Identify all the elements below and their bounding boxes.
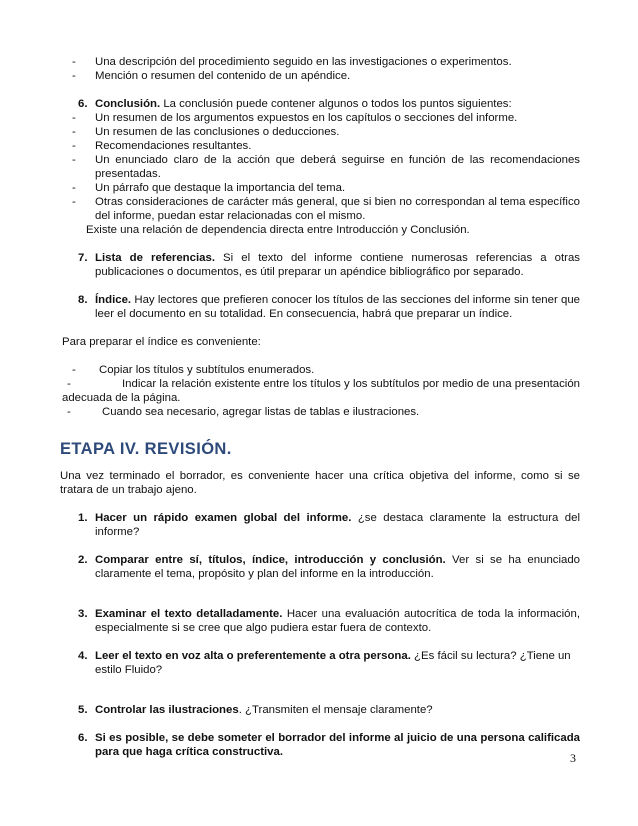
bullet-dash: -	[72, 140, 76, 152]
item-number: 6.	[78, 732, 88, 744]
item-number: 8.	[78, 294, 88, 306]
item-title: Leer el texto en voz alta o preferentemente a otra persona.	[95, 650, 411, 662]
bullet-dash: -	[72, 196, 76, 208]
item-number: 4.	[78, 650, 88, 662]
numbered-item-references	[62, 251, 580, 279]
item-text: La conclusión puede contener algunos o todos los puntos siguientes:	[160, 98, 512, 110]
list-item-text: Una descripción del procedimiento seguido en las investigaciones o experimentos.	[95, 56, 512, 68]
list-item-text: Un resumen de los argumentos expuestos en los capítulos o secciones del informe.	[95, 112, 518, 124]
item-number: 2.	[78, 554, 88, 566]
review-item	[62, 511, 580, 539]
item-title: Comparar entre sí, títulos, índice, introducción y conclusión.	[95, 554, 446, 566]
item-title: Lista de referencias.	[95, 252, 215, 264]
list-item	[62, 125, 580, 139]
bullet-dash: -	[72, 112, 76, 124]
list-item-text: Mención o resumen del contenido de un apéndice.	[95, 70, 351, 82]
list-item	[62, 363, 580, 377]
list-item-text: Indicar la relación existente entre los títulos y los subtítulos por medio de una presentación adecuada de la página.	[62, 378, 580, 404]
closing-sentence: Existe una relación de dependencia directa entre Introducción y Conclusión.	[86, 224, 470, 236]
item-text: . ¿Transmiten el mensaje claramente?	[238, 704, 433, 716]
bullet-dash: -	[72, 70, 76, 82]
bullet-dash: -	[72, 154, 76, 166]
item-title: Índice.	[95, 294, 132, 306]
list-item	[62, 139, 580, 153]
bullet-dash: -	[72, 182, 76, 194]
list-item-text: Copiar los títulos y subtítulos enumerados.	[99, 364, 315, 376]
review-item	[62, 607, 580, 635]
list-item-text: Cuando sea necesario, agregar listas de tablas e ilustraciones.	[102, 406, 420, 418]
item-title: Hacer un rápido examen global del informe.	[95, 512, 352, 524]
list-item-text: Un enunciado claro de la acción que deberá seguirse en función de las recomendaciones presentadas.	[95, 154, 580, 180]
list-item	[62, 377, 580, 405]
numbered-item-index	[62, 293, 580, 321]
review-item	[62, 731, 580, 759]
section-heading: ETAPA IV. REVISIÓN.	[60, 440, 232, 458]
list-item	[62, 405, 580, 419]
bullet-dash: -	[72, 56, 76, 68]
item-title: Si es posible, se debe someter el borrador del informe al juicio de una persona calificada para que haga crítica constructiva.	[95, 732, 580, 758]
document-page	[62, 55, 580, 759]
list-item	[62, 195, 580, 223]
review-item	[62, 553, 580, 581]
numbered-item-conclusion	[62, 97, 580, 111]
list-item	[62, 69, 580, 83]
bullet-dash: -	[67, 406, 71, 418]
review-item	[62, 649, 580, 677]
item-number: 7.	[78, 252, 88, 264]
list-item-text: Recomendaciones resultantes.	[95, 140, 252, 152]
item-number: 3.	[78, 608, 88, 620]
list-item	[62, 181, 580, 195]
item-number: 1.	[78, 512, 88, 524]
item-text: ¿se destaca claramente la estructura del informe?	[95, 512, 581, 538]
item-title: Controlar las ilustraciones	[95, 704, 239, 716]
bullet-dash: -	[72, 364, 76, 376]
item-number: 5.	[78, 704, 88, 716]
item-text: Ver si se ha enunciado claramente el tema, propósito y plan del informe en la introducción.	[95, 554, 581, 580]
review-item	[62, 703, 580, 717]
list-item-text: Un párrafo que destaque la importancia del tema.	[95, 182, 346, 194]
list-item-text: Un resumen de las conclusiones o deducciones.	[95, 126, 340, 138]
list-item	[62, 55, 580, 69]
item-number: 6.	[78, 98, 88, 110]
list-item	[62, 153, 580, 181]
item-text: Si el texto del informe contiene numerosas referencias a otras publicaciones o documentos, es útil preparar un apéndice bibliográfico por separado.	[95, 252, 580, 278]
list-item	[62, 111, 580, 125]
page-number: 3	[570, 751, 576, 765]
item-text: Hacer una evaluación autocrítica de toda la información, especialmente si se cree que algo pudiera estar fuera de contexto.	[95, 608, 580, 634]
index-intro: Para preparar el índice es conveniente:	[62, 336, 261, 348]
bullet-dash: -	[72, 126, 76, 138]
item-text: Hay lectores que prefieren conocer los títulos de las secciones del informe sin tener que leer el documento en su totalidad. En consecuencia, habrá que preparar un índice.	[95, 294, 580, 320]
list-item-text: Otras consideraciones de carácter más general, que si bien no correspondan al tema específico del informe, puedan estar relacionadas con el mismo.	[95, 196, 580, 222]
item-title: Examinar el texto detalladamente.	[95, 608, 283, 620]
item-title: Conclusión.	[95, 98, 161, 110]
item-text: ¿Es fácil su lectura? ¿Tiene un estilo Fluido?	[95, 650, 571, 676]
section-intro: Una vez terminado el borrador, es conveniente hacer una crítica objetiva del informe, como si se tratara de un trabajo ajeno.	[60, 470, 580, 496]
bullet-dash: -	[67, 378, 71, 390]
